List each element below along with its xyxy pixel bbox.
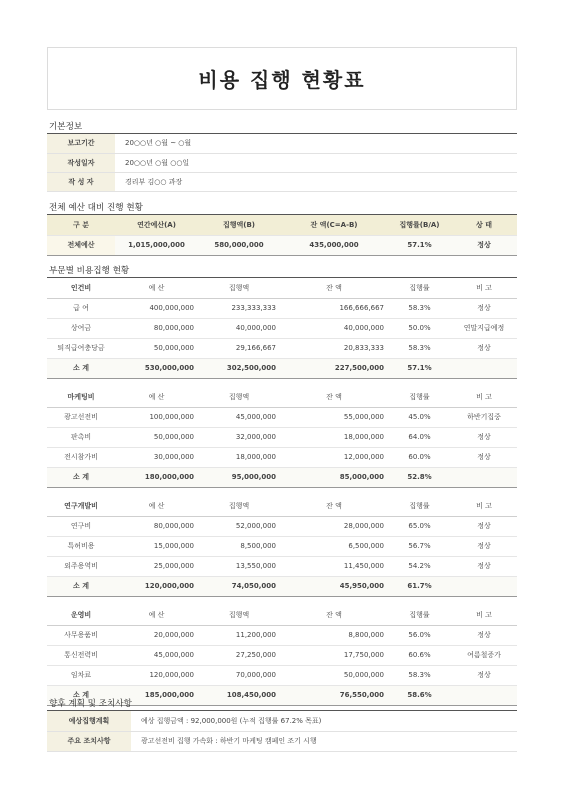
table-cell: 70,000,000 — [198, 665, 280, 685]
subtotal-cell — [451, 685, 517, 705]
subtotal-label: 소 계 — [47, 467, 115, 487]
spacer-cell — [47, 596, 517, 605]
subtotal-cell: 61.7% — [388, 576, 451, 596]
table-cell: 8,800,000 — [280, 625, 388, 645]
table-cell: 20,833,333 — [280, 338, 388, 358]
table-cell: 통신전력비 — [47, 645, 115, 665]
table-cell: 45.0% — [388, 407, 451, 427]
subtotal-cell: 530,000,000 — [115, 358, 198, 378]
column-label: 비 고 — [451, 605, 517, 625]
table-cell: 55,000,000 — [280, 407, 388, 427]
subtotal-cell: 120,000,000 — [115, 576, 198, 596]
dept-name: 인건비 — [47, 278, 115, 298]
info-row — [47, 134, 517, 153]
column-label: 예 산 — [115, 496, 198, 516]
table-cell: 17,750,000 — [280, 645, 388, 665]
subtotal-cell: 74,050,000 — [198, 576, 280, 596]
column-label: 예 산 — [115, 605, 198, 625]
dept-name: 운영비 — [47, 605, 115, 625]
spacer-cell — [47, 378, 517, 387]
column-label: 비 고 — [451, 496, 517, 516]
table-cell: 특허비용 — [47, 536, 115, 556]
plan-value: 광고선전비 집행 가속화 : 하반기 마케팅 캠페인 조기 시행 — [131, 731, 517, 751]
table-row — [47, 407, 517, 427]
table-cell: 12,000,000 — [280, 447, 388, 467]
table-cell: 18,000,000 — [198, 447, 280, 467]
table-cell: 120,000,000 — [115, 665, 198, 685]
column-label: 비 고 — [451, 387, 517, 407]
table-cell: 28,000,000 — [280, 516, 388, 536]
subtotal-cell: 58.6% — [388, 685, 451, 705]
info-value: 20○○년 ○월 ○○일 — [115, 153, 517, 172]
subtotal-cell: 227,500,000 — [280, 358, 388, 378]
plan-table — [47, 711, 517, 752]
table-row — [47, 665, 517, 685]
table-cell: 정상 — [451, 516, 517, 536]
section-spacer — [47, 378, 517, 387]
plan-row — [47, 731, 517, 751]
table-cell: 166,666,667 — [280, 298, 388, 318]
column-label: 집행액 — [198, 278, 280, 298]
table-cell: 퇴직급여충당금 — [47, 338, 115, 358]
subtotal-cell: 45,950,000 — [280, 576, 388, 596]
dept-heading: 부문별 비용집행 현황 — [49, 266, 130, 276]
table-cell: 외주용역비 — [47, 556, 115, 576]
table-cell: 54.2% — [388, 556, 451, 576]
dept-name: 연구개발비 — [47, 496, 115, 516]
subtotal-cell: 180,000,000 — [115, 467, 198, 487]
subtotal-cell: 76,550,000 — [280, 685, 388, 705]
table-row — [47, 516, 517, 536]
column-label: 예 산 — [115, 387, 198, 407]
table-cell: 정상 — [451, 338, 517, 358]
table-cell: 13,550,000 — [198, 556, 280, 576]
subtotal-cell: 85,000,000 — [280, 467, 388, 487]
dept-table — [47, 278, 517, 706]
column-label: 집행액 — [198, 496, 280, 516]
subtotal-cell: 52.8% — [388, 467, 451, 487]
table-cell: 58.3% — [388, 298, 451, 318]
table-cell: 20,000,000 — [115, 625, 198, 645]
table-row — [47, 645, 517, 665]
table-cell: 40,000,000 — [280, 318, 388, 338]
column-label: 집행률 — [388, 605, 451, 625]
table-cell: 50.0% — [388, 318, 451, 338]
basic-info-heading: 기본정보 — [49, 122, 83, 132]
overall-cell: 435,000,000 — [280, 235, 388, 255]
column-label: 집행액 — [198, 605, 280, 625]
info-value: 20○○년 ○월 ~ ○월 — [115, 134, 517, 153]
table-cell: 65.0% — [388, 516, 451, 536]
table-cell: 58.3% — [388, 665, 451, 685]
column-label: 잔 액 — [280, 278, 388, 298]
table-cell: 32,000,000 — [198, 427, 280, 447]
column-header: 집행률(B/A) — [388, 215, 451, 235]
subtotal-cell: 302,500,000 — [198, 358, 280, 378]
table-cell: 60.6% — [388, 645, 451, 665]
table-row — [47, 447, 517, 467]
info-label: 보고기간 — [47, 134, 115, 153]
table-cell: 50,000,000 — [115, 338, 198, 358]
subtotal-label: 소 계 — [47, 576, 115, 596]
subtotal-label: 소 계 — [47, 358, 115, 378]
table-cell: 사무용품비 — [47, 625, 115, 645]
overall-cell: 580,000,000 — [198, 235, 280, 255]
table-cell: 30,000,000 — [115, 447, 198, 467]
table-row — [47, 556, 517, 576]
column-label: 잔 액 — [280, 605, 388, 625]
table-cell: 100,000,000 — [115, 407, 198, 427]
table-cell: 15,000,000 — [115, 536, 198, 556]
column-label: 집행률 — [388, 496, 451, 516]
table-cell: 정상 — [451, 556, 517, 576]
table-cell: 40,000,000 — [198, 318, 280, 338]
subtotal-cell: 185,000,000 — [115, 685, 198, 705]
table-cell: 80,000,000 — [115, 318, 198, 338]
dept-section-header — [47, 387, 517, 407]
table-row — [47, 427, 517, 447]
dept-section-header — [47, 496, 517, 516]
subtotal-cell: 57.1% — [388, 358, 451, 378]
table-cell: 50,000,000 — [280, 665, 388, 685]
section-spacer — [47, 596, 517, 605]
dept-name: 마케팅비 — [47, 387, 115, 407]
table-cell: 58.3% — [388, 338, 451, 358]
table-cell: 하반기집중 — [451, 407, 517, 427]
overall-table — [47, 215, 517, 256]
table-cell: 정상 — [451, 665, 517, 685]
table-cell: 25,000,000 — [115, 556, 198, 576]
title-box — [47, 47, 517, 110]
subtotal-row — [47, 576, 517, 596]
info-value: 경리부 김○○ 과장 — [115, 172, 517, 191]
table-cell: 판촉비 — [47, 427, 115, 447]
overall-cell: 정상 — [451, 235, 517, 255]
table-cell: 임차료 — [47, 665, 115, 685]
column-label: 잔 액 — [280, 387, 388, 407]
subtotal-cell: 108,450,000 — [198, 685, 280, 705]
table-cell: 11,200,000 — [198, 625, 280, 645]
table-cell: 45,000,000 — [198, 407, 280, 427]
table-row — [47, 338, 517, 358]
table-cell: 29,166,667 — [198, 338, 280, 358]
page-title: 비용 집행 현황표 — [198, 68, 366, 92]
table-cell: 전시참가비 — [47, 447, 115, 467]
table-cell: 27,250,000 — [198, 645, 280, 665]
table-cell: 광고선전비 — [47, 407, 115, 427]
column-header: 집행액(B) — [198, 215, 280, 235]
overall-header-row — [47, 215, 517, 235]
dept-section-header — [47, 605, 517, 625]
plan-heading: 향후 계획 및 조치사항 — [49, 699, 132, 709]
table-row — [47, 298, 517, 318]
table-cell: 정상 — [451, 298, 517, 318]
subtotal-row — [47, 467, 517, 487]
table-cell: 80,000,000 — [115, 516, 198, 536]
info-row — [47, 172, 517, 191]
info-label: 작성일자 — [47, 153, 115, 172]
table-cell: 상여금 — [47, 318, 115, 338]
table-cell: 64.0% — [388, 427, 451, 447]
overall-heading: 전체 예산 대비 진행 현황 — [49, 203, 143, 213]
table-row — [47, 318, 517, 338]
overall-cell: 전체예산 — [47, 235, 115, 255]
table-cell: 233,333,333 — [198, 298, 280, 318]
column-label: 집행률 — [388, 278, 451, 298]
dept-section-header — [47, 278, 517, 298]
table-cell: 400,000,000 — [115, 298, 198, 318]
overall-cell: 1,015,000,000 — [115, 235, 198, 255]
table-cell: 정상 — [451, 625, 517, 645]
table-cell: 6,500,000 — [280, 536, 388, 556]
table-cell: 연말지급예정 — [451, 318, 517, 338]
subtotal-cell — [451, 576, 517, 596]
table-cell: 여름철증가 — [451, 645, 517, 665]
table-cell: 56.7% — [388, 536, 451, 556]
section-spacer — [47, 487, 517, 496]
column-label: 집행률 — [388, 387, 451, 407]
subtotal-row — [47, 358, 517, 378]
column-label: 예 산 — [115, 278, 198, 298]
subtotal-cell — [451, 467, 517, 487]
table-row — [47, 536, 517, 556]
subtotal-label: 소 계 — [47, 685, 115, 705]
table-cell: 연구비 — [47, 516, 115, 536]
overall-row — [47, 235, 517, 255]
info-row — [47, 153, 517, 172]
column-header: 구 분 — [47, 215, 115, 235]
table-cell: 18,000,000 — [280, 427, 388, 447]
table-row — [47, 625, 517, 645]
table-cell: 정상 — [451, 447, 517, 467]
basic-info-table — [47, 134, 517, 192]
column-header: 상 태 — [451, 215, 517, 235]
plan-label: 주요 조치사항 — [47, 731, 131, 751]
column-header: 잔 액(C=A-B) — [280, 215, 388, 235]
subtotal-cell — [451, 358, 517, 378]
table-cell: 정상 — [451, 536, 517, 556]
table-cell: 60.0% — [388, 447, 451, 467]
table-cell: 11,450,000 — [280, 556, 388, 576]
column-header: 연간예산(A) — [115, 215, 198, 235]
table-cell: 급 여 — [47, 298, 115, 318]
table-cell: 50,000,000 — [115, 427, 198, 447]
info-label: 작 성 자 — [47, 172, 115, 191]
overall-cell: 57.1% — [388, 235, 451, 255]
column-label: 집행액 — [198, 387, 280, 407]
column-label: 비 고 — [451, 278, 517, 298]
table-cell: 56.0% — [388, 625, 451, 645]
table-cell: 45,000,000 — [115, 645, 198, 665]
column-label: 잔 액 — [280, 496, 388, 516]
table-cell: 8,500,000 — [198, 536, 280, 556]
table-cell: 정상 — [451, 427, 517, 447]
spacer-cell — [47, 487, 517, 496]
plan-row — [47, 711, 517, 731]
plan-label: 예상집행계획 — [47, 711, 131, 731]
table-cell: 52,000,000 — [198, 516, 280, 536]
plan-value: 예상 집행금액 : 92,000,000원 (누적 집행률 67.2% 목표) — [131, 711, 517, 731]
subtotal-cell: 95,000,000 — [198, 467, 280, 487]
